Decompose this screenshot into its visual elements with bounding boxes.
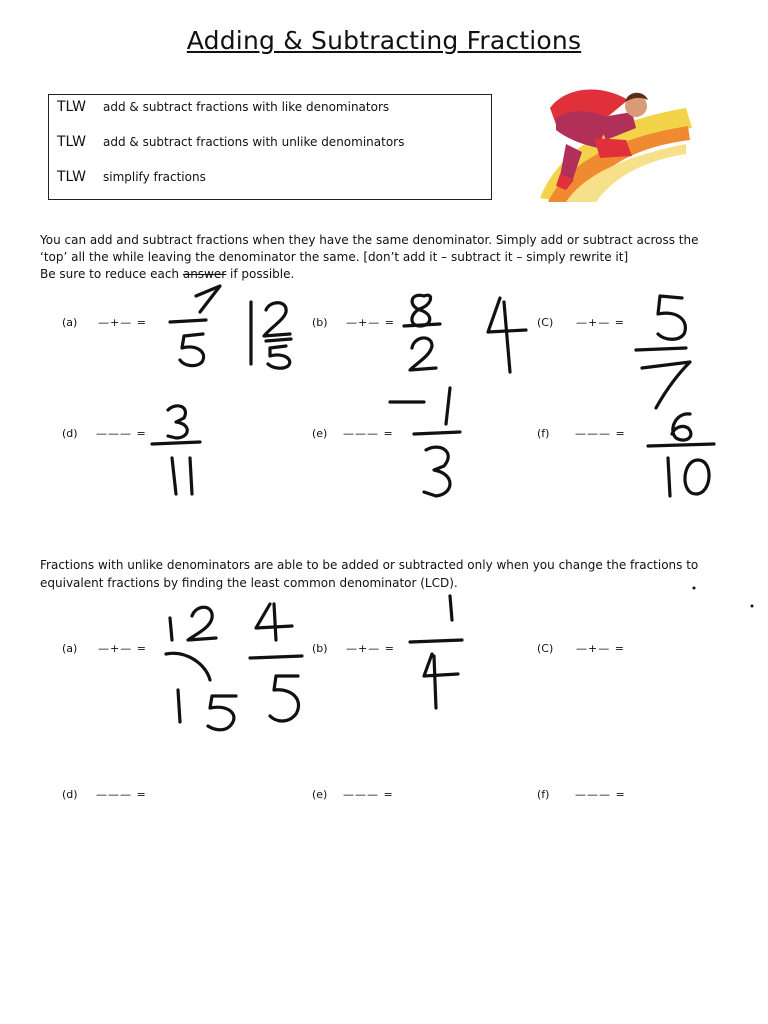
objective-text: add & subtract fractions with like denominators bbox=[103, 100, 390, 114]
stray-dot bbox=[751, 605, 754, 608]
problem-label: (b) bbox=[312, 642, 328, 655]
problem-label: (f) bbox=[537, 427, 550, 440]
handwritten-answer-1e bbox=[390, 388, 460, 496]
problem-expression: ——— = bbox=[343, 788, 394, 801]
problem-expression: —+— = bbox=[98, 642, 147, 655]
problem-expression: ——— = bbox=[96, 788, 147, 801]
struck-word: answer bbox=[182, 267, 227, 281]
handwritten-answer-2a bbox=[166, 604, 302, 730]
objective-text: add & subtract fractions with unlike denominators bbox=[103, 135, 405, 149]
objective-prefix: TLW bbox=[57, 169, 86, 185]
section1-line2: ‘top’ all the while leaving the denominator the same. [don’t add it – subtract it – simply rewrite it] bbox=[40, 250, 629, 264]
problem-expression: —+— = bbox=[576, 642, 625, 655]
problem-label: (b) bbox=[312, 316, 328, 329]
section2-line2: equivalent fractions by finding the least common denominator (LCD). bbox=[40, 576, 458, 590]
section2-line1: Fractions with unlike denominators are able to be added or subtracted only when you change the fractions to bbox=[40, 558, 699, 572]
problem-expression: ——— = bbox=[343, 427, 394, 440]
handwritten-answer-1d bbox=[152, 406, 200, 494]
line3-before: Be sure to reduce each bbox=[40, 267, 183, 281]
problem-expression: ——— = bbox=[575, 427, 626, 440]
problem-label: (C) bbox=[537, 316, 554, 329]
handwritten-answer-1c bbox=[636, 296, 690, 408]
problem-expression: ——— = bbox=[575, 788, 626, 801]
problem-expression: —+— = bbox=[98, 316, 147, 329]
page-title: Adding & Subtracting Fractions bbox=[186, 26, 582, 55]
problem-expression: ——— = bbox=[96, 427, 147, 440]
problem-expression: —+— = bbox=[576, 316, 625, 329]
problem-expression: —+— = bbox=[346, 316, 395, 329]
handwritten-answer-1a bbox=[170, 286, 291, 368]
problem-label: (a) bbox=[62, 642, 78, 655]
objective-text: simplify fractions bbox=[103, 170, 206, 184]
problem-label: (d) bbox=[62, 427, 78, 440]
handwritten-answer-2b bbox=[410, 596, 462, 708]
problem-label: (a) bbox=[62, 316, 78, 329]
line3-after: if possible. bbox=[226, 267, 295, 281]
problem-label: (d) bbox=[62, 788, 78, 801]
objective-prefix: TLW bbox=[57, 99, 86, 115]
handwritten-answer-1b bbox=[404, 295, 526, 372]
section1-line1: You can add and subtract fractions when they have the same denominator. Simply add or subtract across the bbox=[40, 233, 699, 247]
problem-label: (e) bbox=[312, 427, 328, 440]
problem-expression: —+— = bbox=[346, 642, 395, 655]
handwritten-answer-1f bbox=[648, 414, 714, 496]
objective-prefix: TLW bbox=[57, 134, 86, 150]
problem-label: (e) bbox=[312, 788, 328, 801]
problem-label: (f) bbox=[537, 788, 550, 801]
problem-label: (C) bbox=[537, 642, 554, 655]
stray-dot bbox=[693, 587, 696, 590]
